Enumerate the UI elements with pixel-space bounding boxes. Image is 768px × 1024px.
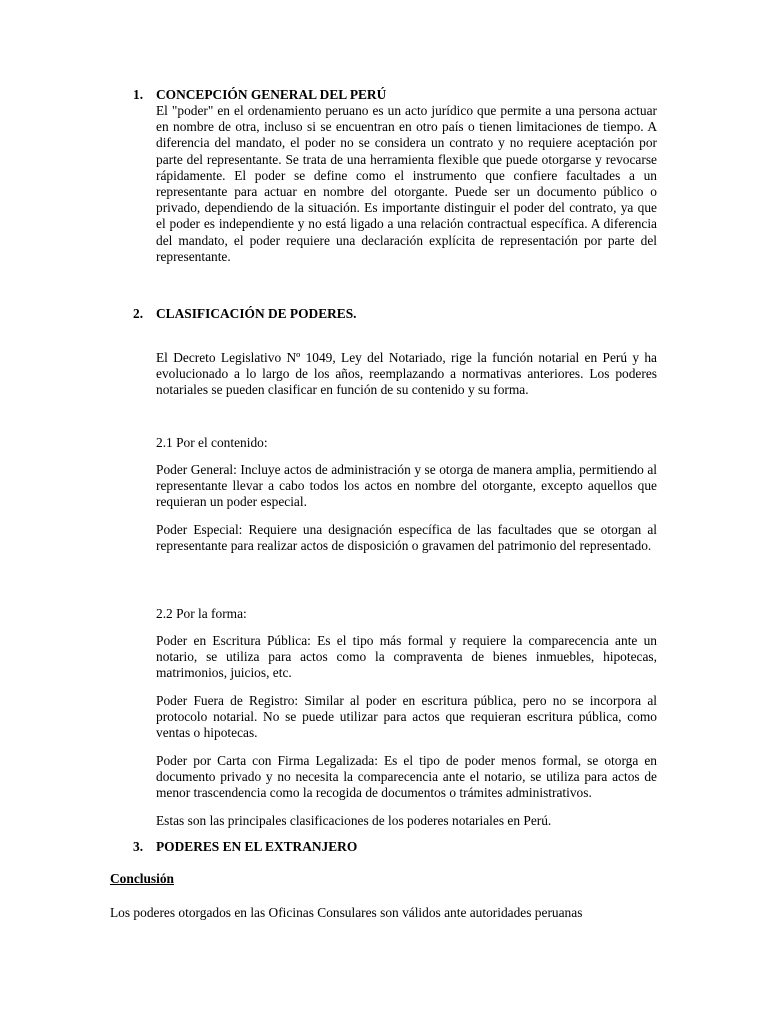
conclusion-title: Conclusión bbox=[110, 871, 174, 886]
section-1-number: 1. bbox=[133, 87, 144, 102]
section-1-heading bbox=[133, 87, 386, 103]
section-2-number: 2. bbox=[133, 306, 144, 321]
section-2-title: CLASIFICACIÓN DE PODERES. bbox=[156, 306, 357, 321]
poder-escritura-publica-paragraph: Poder en Escritura Pública: Es el tipo más formal y requiere la comparecencia ante un notario, se utiliza para actos como la compraventa de bienes inmuebles, hipotecas, matrimonios, juicios, etc. bbox=[156, 633, 657, 681]
section-2-intro: El Decreto Legislativo Nº 1049, Ley del Notariado, rige la función notarial en Perú y ha evolucionado a lo largo de los años, reemplazando a normativas anteriores. Los poderes notariales se pueden clasificar en función de su contenido y su forma. bbox=[156, 350, 657, 398]
section-1-paragraph: El "poder" en el ordenamiento peruano es un acto jurídico que permite a una persona actuar en nombre de otra, incluso si se encuentran en otro país o tienen limitaciones de tiempo. A diferencia del mandato, el poder no se considera un contrato y no requiere aceptación por parte del representante. Se trata de una herramienta flexible que puede otorgarse y revocarse rápidamente. El poder se define como el instrumento que confiere facultades a un representante para actuar en nombre del otorgante. Puede ser un documento público o privado, dependiendo de la situación. Es importante distinguir el poder del contrato, ya que el poder es independiente y no está ligado a una relación contractual específica. A diferencia del mandato, el poder requiere una declaración explícita de representación por parte del representante. bbox=[156, 103, 657, 264]
poder-fuera-registro-paragraph: Poder Fuera de Registro: Similar al poder en escritura pública, pero no se incorpora al protocolo notarial. No se puede utilizar para actos que requieran escritura pública, como ventas o hipotecas. bbox=[156, 693, 657, 741]
section-3-heading bbox=[133, 839, 357, 855]
section-2-heading bbox=[133, 306, 357, 322]
section-3-number: 3. bbox=[133, 839, 144, 854]
poder-carta-firma-paragraph: Poder por Carta con Firma Legalizada: Es el tipo de poder menos formal, se otorga en documento privado y no necesita la comparecencia ante el notario, se utiliza para actos de menor trascendencia como la recogida de documentos o trámites administrativos. bbox=[156, 753, 657, 801]
subsection-2-1-heading: 2.1 Por el contenido: bbox=[156, 435, 268, 450]
conclusion-text: Los poderes otorgados en las Oficinas Consulares son válidos ante autoridades peruanas bbox=[110, 905, 583, 920]
poder-especial-paragraph: Poder Especial: Requiere una designación específica de las facultades que se otorgan al representante para realizar actos de disposición o gravamen del patrimonio del representado. bbox=[156, 522, 657, 554]
section-1-title: CONCEPCIÓN GENERAL DEL PERÚ bbox=[156, 87, 387, 102]
subsection-2-2-heading: 2.2 Por la forma: bbox=[156, 606, 247, 621]
section-2-closing: Estas son las principales clasificaciones de los poderes notariales en Perú. bbox=[156, 813, 552, 828]
section-3-title: PODERES EN EL EXTRANJERO bbox=[156, 839, 358, 854]
poder-general-paragraph: Poder General: Incluye actos de administración y se otorga de manera amplia, permitiendo al representante llevar a cabo todos los actos en nombre del otorgante, excepto aquellos que requieran un poder especial. bbox=[156, 462, 657, 510]
